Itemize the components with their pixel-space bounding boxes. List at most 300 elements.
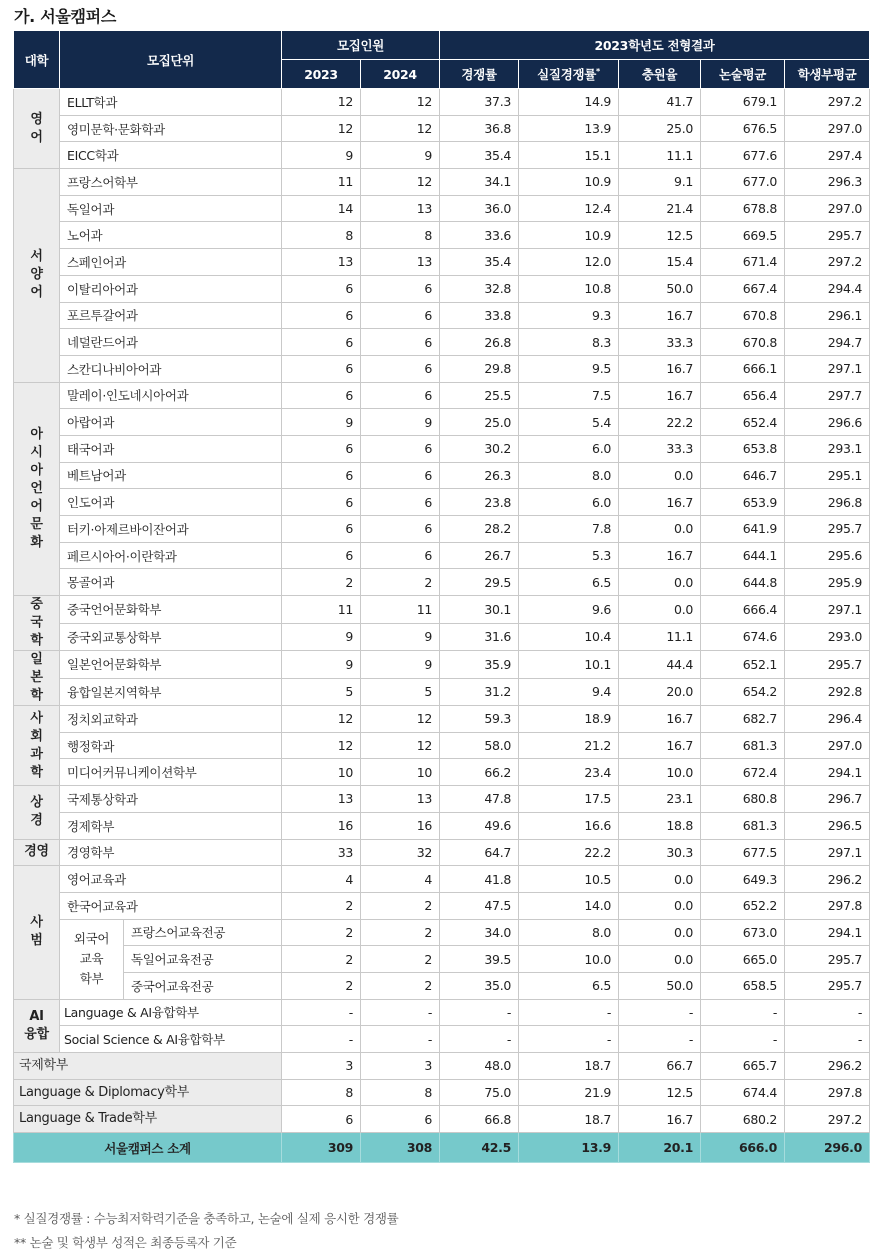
cell-value: 295.9 — [785, 569, 870, 596]
cell-value: 670.8 — [701, 302, 785, 329]
cell-value: 2 — [361, 569, 440, 596]
table-row — [14, 1053, 870, 1080]
table-row — [14, 786, 870, 813]
unit-name: 중국외교통상학부 — [60, 623, 282, 651]
cell-value: 641.9 — [701, 516, 785, 543]
cell-value: 12 — [361, 89, 440, 116]
cell-value: 5.3 — [519, 542, 619, 569]
cell-value: 654.2 — [701, 678, 785, 706]
cell-value: 297.1 — [785, 355, 870, 382]
cell-value: 296.1 — [785, 302, 870, 329]
cell-value: 12 — [282, 115, 361, 142]
cell-value: 13 — [361, 195, 440, 222]
cell-value: 10.9 — [519, 222, 619, 249]
cell-value: 6 — [361, 275, 440, 302]
cell-value: 25.5 — [440, 382, 519, 409]
cell-value: 22.2 — [619, 409, 701, 436]
college-name: AI 융합 — [14, 999, 60, 1052]
table-row — [14, 623, 870, 651]
cell-value: 6 — [282, 302, 361, 329]
cell-value: 296.6 — [785, 409, 870, 436]
college-name: 일 본 학 — [14, 651, 60, 706]
cell-value: 681.3 — [701, 732, 785, 759]
unit-name: 한국어교육과 — [60, 892, 282, 919]
unit-name: 정치외교학과 — [60, 706, 282, 733]
cell-value: 10.9 — [519, 169, 619, 196]
cell-value: 13 — [361, 249, 440, 276]
college-name: 영 어 — [14, 89, 60, 169]
header-college: 대학 — [14, 31, 60, 89]
cell-value: 295.7 — [785, 516, 870, 543]
unit-name: 베트남어과 — [60, 462, 282, 489]
cell-value: 644.1 — [701, 542, 785, 569]
cell-value: - — [361, 1026, 440, 1053]
cell-value: 9 — [361, 623, 440, 651]
cell-value: 293.1 — [785, 435, 870, 462]
cell-value: 3 — [282, 1053, 361, 1080]
cell-value: 6 — [361, 542, 440, 569]
cell-value: 6.5 — [519, 972, 619, 999]
total-value: 308 — [361, 1133, 440, 1163]
cell-value: 296.4 — [785, 706, 870, 733]
cell-value: 676.5 — [701, 115, 785, 142]
cell-value: 6 — [282, 1106, 361, 1133]
college-name: 경영 — [14, 839, 60, 866]
table-row — [14, 866, 870, 893]
unit-name: 터키·아제르바이잔어과 — [60, 516, 282, 543]
cell-value: 9 — [361, 409, 440, 436]
cell-value: - — [519, 999, 619, 1026]
cell-value: - — [619, 1026, 701, 1053]
cell-value: 8.0 — [519, 462, 619, 489]
unit-name: 말레이·인도네시아어과 — [60, 382, 282, 409]
cell-value: 75.0 — [440, 1079, 519, 1106]
cell-value: 16 — [282, 812, 361, 839]
cell-value: 6.0 — [519, 435, 619, 462]
table-row — [14, 462, 870, 489]
cell-value: 30.3 — [619, 839, 701, 866]
cell-value: 653.9 — [701, 489, 785, 516]
table-row — [14, 169, 870, 196]
header-competition: 경쟁률 — [440, 60, 519, 89]
cell-value: 58.0 — [440, 732, 519, 759]
cell-value: 665.0 — [701, 946, 785, 973]
cell-value: 35.9 — [440, 651, 519, 679]
cell-value: 297.4 — [785, 142, 870, 169]
cell-value: 66.8 — [440, 1106, 519, 1133]
cell-value: 652.1 — [701, 651, 785, 679]
cell-value: 679.1 — [701, 89, 785, 116]
cell-value: 6 — [282, 489, 361, 516]
total-row — [14, 1133, 870, 1163]
table-row — [14, 489, 870, 516]
cell-value: 18.9 — [519, 706, 619, 733]
cell-value: 2 — [361, 972, 440, 999]
cell-value: 10 — [361, 759, 440, 786]
cell-value: 36.8 — [440, 115, 519, 142]
cell-value: 297.7 — [785, 382, 870, 409]
table-row — [14, 651, 870, 679]
unit-name: 독일어교육전공 — [124, 946, 282, 973]
cell-value: 666.1 — [701, 355, 785, 382]
cell-value: 6 — [361, 489, 440, 516]
header-recruit-group: 모집인원 — [282, 31, 440, 60]
cell-value: 294.1 — [785, 919, 870, 946]
cell-value: 12 — [282, 732, 361, 759]
cell-value: 652.4 — [701, 409, 785, 436]
cell-value: 297.0 — [785, 732, 870, 759]
cell-value: - — [785, 1026, 870, 1053]
cell-value: 10.0 — [519, 946, 619, 973]
cell-value: 16 — [361, 812, 440, 839]
cell-value: 646.7 — [701, 462, 785, 489]
unit-name: 포르투갈어과 — [60, 302, 282, 329]
cell-value: 297.8 — [785, 1079, 870, 1106]
unit-name: 아랍어과 — [60, 409, 282, 436]
cell-value: 16.7 — [619, 706, 701, 733]
cell-value: 16.7 — [619, 732, 701, 759]
cell-value: 26.7 — [440, 542, 519, 569]
cell-value: 6 — [282, 462, 361, 489]
cell-value: 11.1 — [619, 142, 701, 169]
cell-value: 8.3 — [519, 329, 619, 356]
college-name: 상 경 — [14, 786, 60, 839]
cell-value: 2 — [282, 946, 361, 973]
cell-value: - — [361, 999, 440, 1026]
cell-value: 33.8 — [440, 302, 519, 329]
unit-name: 융합일본지역학부 — [60, 678, 282, 706]
cell-value: - — [440, 1026, 519, 1053]
cell-value: 4 — [282, 866, 361, 893]
unit-name: 중국언어문화학부 — [60, 596, 282, 624]
cell-value: 2 — [361, 946, 440, 973]
cell-value: 656.4 — [701, 382, 785, 409]
cell-value: 9.6 — [519, 596, 619, 624]
total-value: 296.0 — [785, 1133, 870, 1163]
table-row — [14, 839, 870, 866]
cell-value: 28.2 — [440, 516, 519, 543]
cell-value: 50.0 — [619, 972, 701, 999]
cell-value: 295.7 — [785, 222, 870, 249]
cell-value: 66.2 — [440, 759, 519, 786]
cell-value: 5.4 — [519, 409, 619, 436]
cell-value: 12 — [282, 706, 361, 733]
table-header — [14, 31, 870, 89]
total-value: 20.1 — [619, 1133, 701, 1163]
cell-value: 50.0 — [619, 275, 701, 302]
cell-value: 33 — [282, 839, 361, 866]
cell-value: 16.7 — [619, 355, 701, 382]
cell-value: 678.8 — [701, 195, 785, 222]
cell-value: 10.5 — [519, 866, 619, 893]
unit-name: 영미문학·문화학과 — [60, 115, 282, 142]
table-body — [14, 89, 870, 1163]
cell-value: 26.8 — [440, 329, 519, 356]
unit-name: 영어교육과 — [60, 866, 282, 893]
cell-value: 12 — [282, 89, 361, 116]
cell-value: 0.0 — [619, 596, 701, 624]
cell-value: 0.0 — [619, 516, 701, 543]
cell-value: 9.5 — [519, 355, 619, 382]
cell-value: 0.0 — [619, 569, 701, 596]
table-row — [14, 946, 870, 973]
cell-value: 677.5 — [701, 839, 785, 866]
total-value: 666.0 — [701, 1133, 785, 1163]
cell-value: 9.3 — [519, 302, 619, 329]
cell-value: 16.7 — [619, 489, 701, 516]
header-2024: 2024 — [361, 60, 440, 89]
cell-value: 2 — [282, 892, 361, 919]
cell-value: 12 — [361, 115, 440, 142]
table-row — [14, 382, 870, 409]
table-row — [14, 542, 870, 569]
cell-value: 295.7 — [785, 946, 870, 973]
cell-value: 34.1 — [440, 169, 519, 196]
cell-value: 33.3 — [619, 435, 701, 462]
cell-value: 12.0 — [519, 249, 619, 276]
unit-name: 독일어과 — [60, 195, 282, 222]
table-row — [14, 732, 870, 759]
college-name: 서 양 어 — [14, 169, 60, 383]
sub-division-name: 외국어 교육 학부 — [60, 919, 124, 999]
cell-value: 297.2 — [785, 249, 870, 276]
cell-value: 32 — [361, 839, 440, 866]
cell-value: 6.0 — [519, 489, 619, 516]
cell-value: 666.4 — [701, 596, 785, 624]
table-row — [14, 1026, 870, 1053]
table-row — [14, 1106, 870, 1133]
cell-value: 31.2 — [440, 678, 519, 706]
cell-value: 292.8 — [785, 678, 870, 706]
cell-value: 64.7 — [440, 839, 519, 866]
cell-value: 12.5 — [619, 222, 701, 249]
cell-value: 6 — [361, 462, 440, 489]
cell-value: 11.1 — [619, 623, 701, 651]
table-row — [14, 329, 870, 356]
cell-value: 22.2 — [519, 839, 619, 866]
cell-value: 10.1 — [519, 651, 619, 679]
cell-value: - — [282, 1026, 361, 1053]
college-name: Language & Diplomacy학부 — [14, 1079, 282, 1106]
table-row — [14, 812, 870, 839]
total-value: 309 — [282, 1133, 361, 1163]
total-value: 13.9 — [519, 1133, 619, 1163]
cell-value: 15.4 — [619, 249, 701, 276]
header-record-avg: 학생부평균 — [785, 60, 870, 89]
table-row — [14, 435, 870, 462]
cell-value: 297.8 — [785, 892, 870, 919]
cell-value: 33.6 — [440, 222, 519, 249]
table-row — [14, 972, 870, 999]
cell-value: 295.7 — [785, 972, 870, 999]
unit-name: ELLT학과 — [60, 89, 282, 116]
cell-value: 6.5 — [519, 569, 619, 596]
cell-value: 9 — [361, 651, 440, 679]
cell-value: 14.9 — [519, 89, 619, 116]
cell-value: 6 — [361, 516, 440, 543]
table-row — [14, 115, 870, 142]
cell-value: 14.0 — [519, 892, 619, 919]
table-row — [14, 195, 870, 222]
cell-value: 6 — [282, 435, 361, 462]
unit-name: EICC학과 — [60, 142, 282, 169]
admission-results-table — [13, 30, 870, 1163]
cell-value: 17.5 — [519, 786, 619, 813]
cell-value: 677.0 — [701, 169, 785, 196]
cell-value: 672.4 — [701, 759, 785, 786]
table-row — [14, 222, 870, 249]
total-value: 42.5 — [440, 1133, 519, 1163]
cell-value: 23.8 — [440, 489, 519, 516]
cell-value: 47.5 — [440, 892, 519, 919]
cell-value: 9 — [361, 142, 440, 169]
cell-value: 12 — [361, 706, 440, 733]
unit-name: 태국어과 — [60, 435, 282, 462]
cell-value: 649.3 — [701, 866, 785, 893]
cell-value: 297.2 — [785, 89, 870, 116]
header-2023: 2023 — [282, 60, 361, 89]
cell-value: 0.0 — [619, 919, 701, 946]
cell-value: 0.0 — [619, 946, 701, 973]
cell-value: - — [785, 999, 870, 1026]
cell-value: 681.3 — [701, 812, 785, 839]
cell-value: 8.0 — [519, 919, 619, 946]
cell-value: 12.4 — [519, 195, 619, 222]
unit-name: 행정학과 — [60, 732, 282, 759]
unit-name: 일본언어문화학부 — [60, 651, 282, 679]
cell-value: 13.9 — [519, 115, 619, 142]
cell-value: 12.5 — [619, 1079, 701, 1106]
unit-name: 국제통상학과 — [60, 786, 282, 813]
cell-value: 5 — [361, 678, 440, 706]
cell-value: 16.7 — [619, 302, 701, 329]
cell-value: 10 — [282, 759, 361, 786]
cell-value: 11 — [282, 596, 361, 624]
cell-value: 674.6 — [701, 623, 785, 651]
unit-name: 스칸디나비아어과 — [60, 355, 282, 382]
cell-value: 30.1 — [440, 596, 519, 624]
cell-value: 7.5 — [519, 382, 619, 409]
cell-value: 296.2 — [785, 1053, 870, 1080]
table-row — [14, 355, 870, 382]
cell-value: 6 — [282, 275, 361, 302]
cell-value: 6 — [361, 1106, 440, 1133]
cell-value: 8 — [361, 1079, 440, 1106]
table-row — [14, 892, 870, 919]
cell-value: 66.7 — [619, 1053, 701, 1080]
cell-value: 37.3 — [440, 89, 519, 116]
header-fill-rate: 충원율 — [619, 60, 701, 89]
cell-value: 4 — [361, 866, 440, 893]
cell-value: 6 — [282, 329, 361, 356]
cell-value: 297.0 — [785, 115, 870, 142]
unit-name: 노어과 — [60, 222, 282, 249]
cell-value: 18.8 — [619, 812, 701, 839]
cell-value: 673.0 — [701, 919, 785, 946]
cell-value: 644.8 — [701, 569, 785, 596]
cell-value: 8 — [282, 1079, 361, 1106]
cell-value: 297.1 — [785, 839, 870, 866]
cell-value: 32.8 — [440, 275, 519, 302]
cell-value: 296.3 — [785, 169, 870, 196]
cell-value: 295.1 — [785, 462, 870, 489]
cell-value: 15.1 — [519, 142, 619, 169]
cell-value: 297.1 — [785, 596, 870, 624]
total-label: 서울캠퍼스 소계 — [14, 1133, 282, 1163]
cell-value: 2 — [282, 919, 361, 946]
cell-value: 16.7 — [619, 1106, 701, 1133]
table-row — [14, 409, 870, 436]
cell-value: 21.2 — [519, 732, 619, 759]
table-row — [14, 516, 870, 543]
header-result-group: 2023학년도 전형결과 — [440, 31, 870, 60]
footnote-2: ** 논술 및 학생부 성적은 최종등록자 기준 — [14, 1235, 237, 1250]
cell-value: 16.7 — [619, 382, 701, 409]
cell-value: 41.8 — [440, 866, 519, 893]
cell-value: 12 — [361, 732, 440, 759]
cell-value: 47.8 — [440, 786, 519, 813]
table-row — [14, 678, 870, 706]
cell-value: 6 — [282, 355, 361, 382]
unit-name: 미디어커뮤니케이션학부 — [60, 759, 282, 786]
cell-value: 9 — [282, 142, 361, 169]
table-row — [14, 596, 870, 624]
cell-value: 16.7 — [619, 542, 701, 569]
table-row — [14, 275, 870, 302]
unit-name: 프랑스어교육전공 — [124, 919, 282, 946]
cell-value: 294.7 — [785, 329, 870, 356]
table-row — [14, 302, 870, 329]
unit-name: 프랑스어학부 — [60, 169, 282, 196]
cell-value: 295.6 — [785, 542, 870, 569]
cell-value: 295.7 — [785, 651, 870, 679]
cell-value: 48.0 — [440, 1053, 519, 1080]
cell-value: 2 — [282, 569, 361, 596]
cell-value: 680.2 — [701, 1106, 785, 1133]
table-row — [14, 142, 870, 169]
cell-value: 3 — [361, 1053, 440, 1080]
table-row — [14, 759, 870, 786]
college-name: 사 범 — [14, 866, 60, 999]
cell-value: 44.4 — [619, 651, 701, 679]
cell-value: 13 — [282, 786, 361, 813]
cell-value: 0.0 — [619, 866, 701, 893]
cell-value: 25.0 — [619, 115, 701, 142]
college-name: 사 회 과 학 — [14, 706, 60, 786]
cell-value: 23.1 — [619, 786, 701, 813]
cell-value: 667.4 — [701, 275, 785, 302]
cell-value: 9 — [282, 623, 361, 651]
cell-value: 20.0 — [619, 678, 701, 706]
cell-value: - — [519, 1026, 619, 1053]
cell-value: 33.3 — [619, 329, 701, 356]
cell-value: 18.7 — [519, 1053, 619, 1080]
cell-value: - — [619, 999, 701, 1026]
table-row — [14, 999, 870, 1026]
cell-value: 21.9 — [519, 1079, 619, 1106]
cell-value: 5 — [282, 678, 361, 706]
cell-value: 6 — [361, 435, 440, 462]
footnote-mark: * — [596, 66, 600, 76]
cell-value: 6 — [361, 302, 440, 329]
cell-value: - — [701, 999, 785, 1026]
cell-value: 294.4 — [785, 275, 870, 302]
cell-value: 296.5 — [785, 812, 870, 839]
cell-value: 25.0 — [440, 409, 519, 436]
header-unit: 모집단위 — [60, 31, 282, 89]
cell-value: 9 — [282, 409, 361, 436]
cell-value: 9.4 — [519, 678, 619, 706]
